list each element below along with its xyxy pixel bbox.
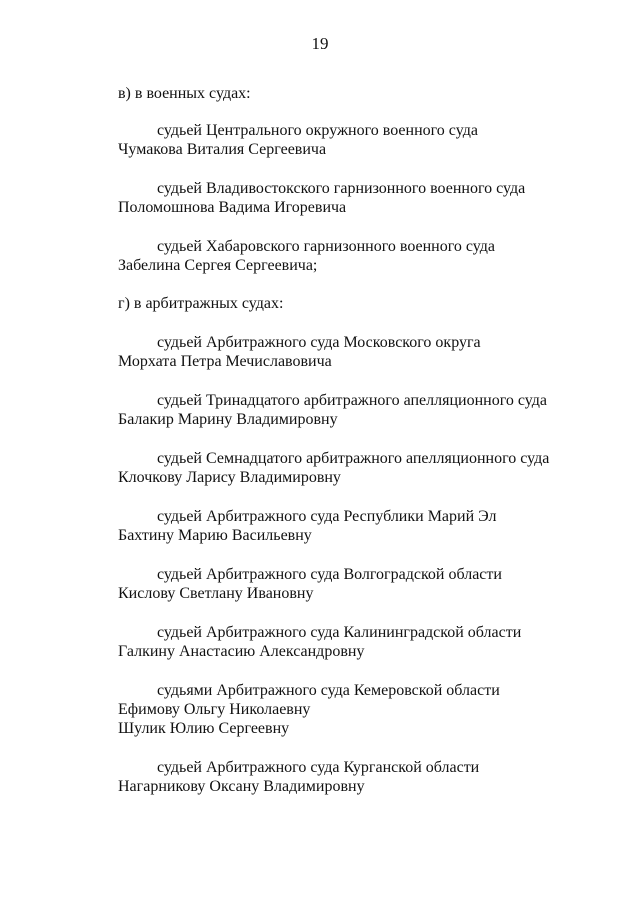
entry-name: Бахтину Марию Васильевну bbox=[118, 527, 312, 544]
entry-name: Галкину Анастасию Александровну bbox=[118, 643, 365, 660]
entry-name: Шулик Юлию Сергеевну bbox=[118, 720, 290, 737]
entry-position: судьей Арбитражного суда Калининградской области bbox=[157, 624, 522, 641]
entry-position: судьями Арбитражного суда Кемеровской области bbox=[157, 682, 500, 699]
page-number: 19 bbox=[311, 34, 329, 53]
section-heading-arbitration: г) в арбитражных судах: bbox=[118, 295, 284, 312]
entry-name: Забелина Сергея Сергеевича; bbox=[118, 257, 318, 274]
entry-position: судьей Арбитражного суда Московского округа bbox=[157, 334, 481, 351]
entry-name: Чумакова Виталия Сергеевича bbox=[118, 141, 327, 158]
entry-name: Нагарникову Оксану Владимировну bbox=[118, 778, 365, 795]
entry-position: судьей Арбитражного суда Курганской области bbox=[157, 759, 480, 776]
entry-name: Клочкову Ларису Владимировну bbox=[118, 469, 341, 486]
entry-position: судьей Владивостокского гарнизонного военного суда bbox=[157, 180, 526, 197]
entry-name: Ефимову Ольгу Николаевну bbox=[118, 701, 311, 718]
entry-position: судьей Семнадцатого арбитражного апелляционного суда bbox=[157, 450, 550, 467]
entry-position: судьей Арбитражного суда Республики Марий Эл bbox=[157, 508, 497, 525]
entry-position: судьей Хабаровского гарнизонного военного суда bbox=[157, 238, 496, 255]
entry-position: судьей Тринадцатого арбитражного апелляционного суда bbox=[157, 392, 548, 409]
section-heading-military: в) в военных судах: bbox=[118, 85, 251, 102]
entry-name: Морхата Петра Мечиславовича bbox=[118, 353, 332, 370]
entry-position: судьей Центрального окружного военного суда bbox=[157, 122, 478, 139]
entry-position: судьей Арбитражного суда Волгоградской области bbox=[157, 566, 502, 583]
entry-name: Балакир Марину Владимировну bbox=[118, 411, 338, 428]
entry-name: Поломошнова Вадима Игоревича bbox=[118, 199, 347, 216]
entry-name: Кислову Светлану Ивановну bbox=[118, 585, 314, 602]
